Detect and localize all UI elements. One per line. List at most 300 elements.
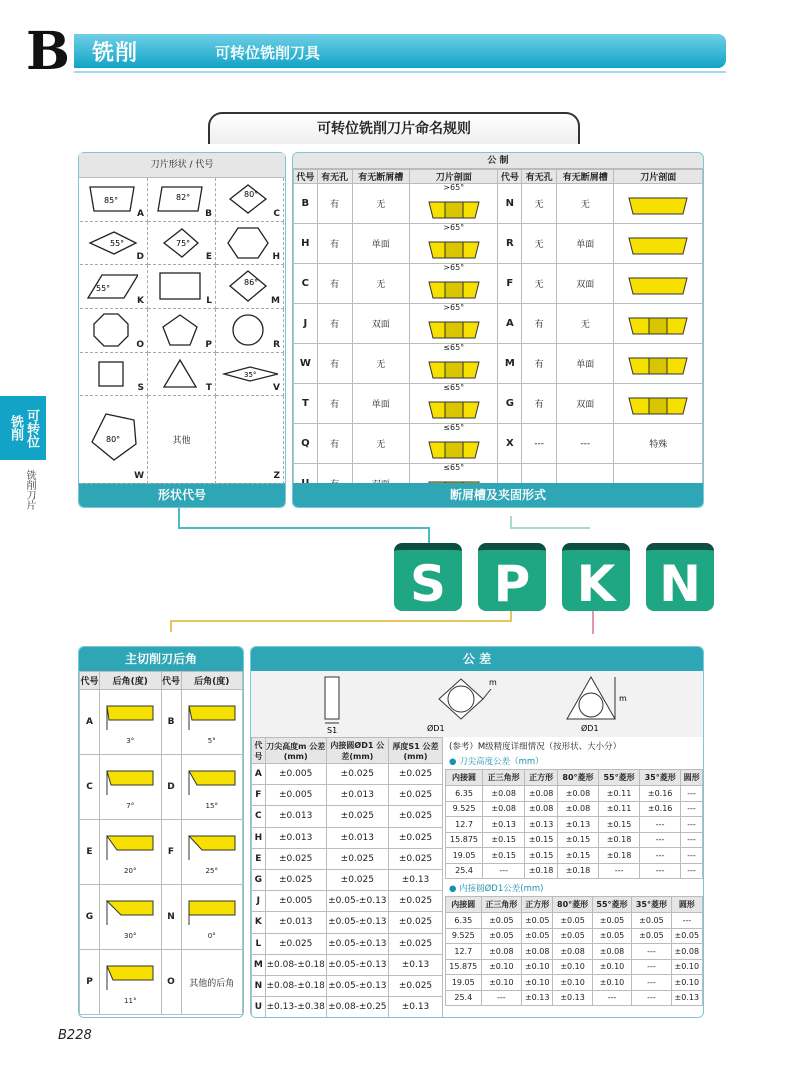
ref-m-table — [445, 769, 703, 879]
ref-value: ±0.10 — [522, 975, 553, 991]
chipbreaker-header: 公 制 — [293, 153, 703, 169]
chip-hole-2: 有 — [522, 384, 557, 424]
chip-profile — [409, 384, 498, 424]
shape-cell-h — [216, 222, 284, 266]
ref-value: --- — [681, 786, 703, 802]
ref-value: ±0.15 — [483, 832, 525, 848]
chip-profile-2 — [614, 184, 703, 224]
chip-hole: 有 — [317, 264, 352, 304]
chip-row — [294, 384, 703, 424]
clearance-profile — [105, 960, 155, 994]
tolerance-code: F — [252, 785, 266, 806]
clearance-code-2: B — [161, 690, 181, 755]
ref-value: --- — [681, 848, 703, 864]
ref-row — [446, 863, 703, 879]
tolerance-value: ±0.025 — [389, 933, 443, 954]
tolerance-row — [252, 997, 443, 1018]
shape-panel-header: 刀片形状 / 代号 — [79, 153, 285, 178]
clearance-title: 主切削刃后角 — [79, 647, 243, 671]
ref-size: 9.525 — [446, 928, 482, 944]
tolerance-value: ±0.013 — [265, 806, 326, 827]
tolerance-value: ±0.025 — [326, 806, 388, 827]
chip-groove-2: 无 — [557, 184, 614, 224]
chip-groove-2: 双面 — [557, 384, 614, 424]
ref-value: --- — [681, 863, 703, 879]
chip-row — [294, 344, 703, 384]
clearance-angle — [100, 820, 162, 885]
tolerance-value: ±0.13 — [389, 997, 443, 1018]
shape-angle-a: 85° — [104, 196, 119, 205]
chip-groove: 无 — [352, 184, 409, 224]
ref-value: ±0.10 — [553, 975, 592, 991]
tolerance-code: U — [252, 997, 266, 1018]
chip-col-header: 有无断屑槽 — [557, 170, 614, 184]
shape-code-l: L — [206, 296, 212, 307]
chip-groove-2: --- — [557, 424, 614, 464]
chipbreaker-footer: 断屑槽及夹固形式 — [293, 483, 703, 507]
ref-value: --- — [483, 863, 525, 879]
shape-cell-a — [80, 178, 148, 222]
clearance-row — [80, 755, 243, 820]
ref-value: --- — [632, 990, 671, 1006]
ref-col-header: 35°菱形 — [640, 770, 681, 786]
shape-panel-footer: 形状代号 — [79, 483, 285, 507]
chip-groove: 单面 — [352, 384, 409, 424]
chip-row — [294, 264, 703, 304]
shape-code-b: B — [205, 208, 212, 219]
insert-profile-plain — [623, 228, 693, 256]
ref-value: ±0.08 — [483, 786, 525, 802]
ref-row — [446, 944, 703, 960]
tolerance-value: ±0.013 — [326, 827, 388, 848]
tolerance-value: ±0.08-±0.25 — [326, 997, 388, 1018]
side-tab-sub: 铣削刀片 — [24, 470, 35, 510]
chip-groove: 单面 — [352, 224, 409, 264]
shape-code-c: C — [273, 208, 280, 219]
chip-profile — [409, 224, 498, 264]
shape-angle-k: 55° — [96, 284, 111, 294]
ref-value: ±0.11 — [599, 786, 640, 802]
ref-col-header: 55°菱形 — [592, 897, 631, 913]
ref-col-header: 内接圆 — [446, 897, 482, 913]
clearance-col-header: 后角(度) — [181, 672, 243, 690]
chip-col-header: 刀片剖面 — [409, 170, 498, 184]
ref-size: 9.525 — [446, 801, 483, 817]
chip-groove: 无 — [352, 424, 409, 464]
chip-angle: >65° — [443, 183, 465, 192]
insert-profile-hole — [419, 272, 489, 300]
clearance-angle-value: 0° — [207, 931, 216, 940]
shape-code-s: S — [137, 383, 144, 394]
tolerance-value: ±0.08-±0.18 — [265, 954, 326, 975]
chip-code: H — [294, 224, 318, 264]
tolerance-row — [252, 954, 443, 975]
ref-size: 25.4 — [446, 990, 482, 1006]
ref-value: ±0.13 — [557, 817, 598, 833]
clearance-panel — [78, 646, 244, 1018]
chip-profile-2 — [614, 344, 703, 384]
diag-s1: S1 — [327, 726, 338, 735]
tolerance-code: C — [252, 806, 266, 827]
clearance-profile — [187, 765, 237, 799]
clearance-angle-value: 11° — [124, 996, 137, 1005]
ref-value: ±0.13 — [483, 817, 525, 833]
chip-groove-2: 单面 — [557, 224, 614, 264]
ref-col-header: 80°菱形 — [553, 897, 592, 913]
chip-groove-2: 无 — [557, 304, 614, 344]
clearance-profile — [105, 765, 155, 799]
tolerance-value: ±0.025 — [389, 891, 443, 912]
ref-row — [446, 848, 703, 864]
ref-value: ±0.10 — [522, 959, 553, 975]
tolerance-row — [252, 848, 443, 869]
chip-hole: 有 — [317, 224, 352, 264]
clearance-angle-value: 3° — [126, 736, 135, 745]
ref-size: 15.875 — [446, 959, 482, 975]
clearance-code: C — [80, 755, 100, 820]
chip-code-2: M — [498, 344, 522, 384]
ref-value: ±0.05 — [522, 913, 553, 929]
ref-value: --- — [481, 990, 521, 1006]
tolerance-diagrams — [251, 671, 703, 737]
shape-angle-w: 80° — [106, 435, 121, 445]
clearance-angle-value: 7° — [126, 801, 135, 810]
insert-profile-plain — [623, 188, 693, 216]
chip-hole-2: 无 — [522, 224, 557, 264]
ref-value: ±0.15 — [557, 832, 598, 848]
ref-size: 15.875 — [446, 832, 483, 848]
chip-col-header: 有无孔 — [317, 170, 352, 184]
chip-row — [294, 424, 703, 464]
shape-cell-b — [148, 178, 216, 222]
chip-col-header: 有无孔 — [522, 170, 557, 184]
ref-value: --- — [599, 863, 640, 879]
chip-profile-2 — [614, 264, 703, 304]
ref-row — [446, 817, 703, 833]
chip-code-2: R — [498, 224, 522, 264]
tolerance-value: ±0.025 — [389, 975, 443, 996]
ref-value: --- — [681, 832, 703, 848]
ref-value: ±0.13 — [671, 990, 702, 1006]
tolerance-code: K — [252, 912, 266, 933]
ref-col-header: 内接圆 — [446, 770, 483, 786]
ref-row — [446, 913, 703, 929]
ref-value: ±0.13 — [522, 990, 553, 1006]
clearance-code: A — [80, 690, 100, 755]
shape-cell-k — [80, 265, 148, 309]
diag-m1: m — [489, 678, 497, 687]
ref-value: ±0.10 — [553, 959, 592, 975]
shape-cell-p — [148, 309, 216, 353]
chip-hole: 有 — [317, 424, 352, 464]
tolerance-value: ±0.025 — [265, 848, 326, 869]
tolerance-code: J — [252, 891, 266, 912]
ref-value: --- — [640, 848, 681, 864]
chip-angle: ≤65° — [443, 463, 465, 472]
shape-code-p: P — [205, 339, 212, 350]
ref-value: ±0.05 — [481, 913, 521, 929]
tolerance-row — [252, 806, 443, 827]
ref-value: ±0.10 — [481, 975, 521, 991]
chip-code: W — [294, 344, 318, 384]
shape-code-o: O — [136, 339, 144, 350]
clearance-angle-value: 30° — [124, 931, 137, 940]
clearance-row — [80, 885, 243, 950]
ref-value: ±0.05 — [553, 928, 592, 944]
ref-row — [446, 832, 703, 848]
clearance-code: G — [80, 885, 100, 950]
ref-value: ±0.18 — [525, 863, 558, 879]
chip-code: Q — [294, 424, 318, 464]
insert-profile-hole — [419, 352, 489, 380]
shape-grid — [80, 178, 284, 484]
shape-angle-c: 80° — [244, 190, 259, 199]
side-tab[interactable] — [0, 396, 46, 460]
ref-col-header: 正方形 — [525, 770, 558, 786]
chip-angle: >65° — [443, 263, 465, 272]
tolerance-value: ±0.025 — [265, 869, 326, 890]
tolerance-row — [252, 975, 443, 996]
ref-row — [446, 801, 703, 817]
shape-code-m: M — [271, 296, 280, 307]
clearance-code-2: D — [161, 755, 181, 820]
chip-profile-2 — [614, 224, 703, 264]
tolerance-code: G — [252, 869, 266, 890]
shape-code-k: K — [137, 296, 144, 307]
ref-value: --- — [632, 959, 671, 975]
clearance-angle — [100, 885, 162, 950]
code-letter-shape: S — [394, 543, 462, 611]
clearance-angle-2 — [181, 820, 243, 885]
chip-col-header: 有无断屑槽 — [352, 170, 409, 184]
shape-angle-v: 35° — [244, 370, 257, 379]
ref-value: --- — [640, 863, 681, 879]
clearance-table — [79, 671, 243, 1015]
chip-code-2: F — [498, 264, 522, 304]
chipbreaker-panel — [292, 152, 704, 508]
chip-col-header: 刀片剖面 — [614, 170, 703, 184]
ref-d-table — [445, 896, 703, 1006]
chapter-category: 铣削 — [92, 41, 139, 66]
shape-code-w: W — [134, 470, 144, 481]
tolerance-row — [252, 891, 443, 912]
tolerance-value: ±0.05-±0.13 — [326, 891, 388, 912]
ref-col-header: 正三角形 — [481, 897, 521, 913]
chip-groove: 无 — [352, 264, 409, 304]
header-rule — [74, 71, 726, 73]
tolerance-code: A — [252, 764, 266, 785]
tolerance-value: ±0.013 — [265, 912, 326, 933]
tolerance-code: H — [252, 827, 266, 848]
ref-col-header: 圆形 — [681, 770, 703, 786]
ref-value: ±0.18 — [599, 832, 640, 848]
chip-col-header: 代号 — [294, 170, 318, 184]
ref-value: ±0.08 — [522, 944, 553, 960]
chip-groove: 双面 — [352, 304, 409, 344]
ref-value: --- — [640, 832, 681, 848]
shape-code-e: E — [205, 252, 212, 263]
ref-col-header: 80°菱形 — [557, 770, 598, 786]
ref-value: ±0.08 — [553, 944, 592, 960]
insert-profile-hole — [419, 312, 489, 340]
side-tab-line1: 铣削 — [8, 415, 23, 441]
ref-value: ±0.11 — [599, 801, 640, 817]
ref-value: ±0.05 — [592, 913, 631, 929]
ref-value: ±0.05 — [671, 928, 702, 944]
clearance-col-header: 代号 — [161, 672, 181, 690]
ref-value: ±0.15 — [557, 848, 598, 864]
ref-value: ±0.08 — [592, 944, 631, 960]
clearance-code-2: F — [161, 820, 181, 885]
tolerance-value: ±0.025 — [389, 827, 443, 848]
clearance-code: P — [80, 950, 100, 1015]
ref-value: ±0.18 — [599, 848, 640, 864]
clearance-row — [80, 690, 243, 755]
chip-profile — [409, 184, 498, 224]
shape-code-v: V — [273, 383, 280, 394]
chip-hole: 有 — [317, 344, 352, 384]
ref-row — [446, 928, 703, 944]
shape-cell-e — [148, 222, 216, 266]
ref-value: --- — [681, 817, 703, 833]
clearance-profile — [187, 895, 237, 929]
chip-profile — [409, 264, 498, 304]
tolerance-col-header: 厚度S1 公差(mm) — [389, 738, 443, 764]
tolerance-row — [252, 933, 443, 954]
shape-cell-z — [216, 396, 284, 483]
connector-chip — [510, 516, 512, 527]
side-tab-line2: 可转位 — [24, 408, 39, 448]
ref-size: 6.35 — [446, 786, 483, 802]
tolerance-value: ±0.025 — [389, 785, 443, 806]
diag-d1: ØD1 — [427, 724, 445, 733]
shape-code-r: R — [273, 339, 280, 350]
tolerance-code: L — [252, 933, 266, 954]
chip-col-header: 代号 — [498, 170, 522, 184]
shape-code-z: Z — [273, 470, 280, 481]
ref-value: ±0.15 — [599, 817, 640, 833]
header-band — [74, 34, 726, 68]
tolerance-value: ±0.05-±0.13 — [326, 954, 388, 975]
tolerance-value: ±0.025 — [326, 764, 388, 785]
code-letters — [394, 543, 714, 611]
ref-col-header: 35°菱形 — [632, 897, 671, 913]
shape-cell-w — [80, 396, 148, 483]
chip-hole-2: 有 — [522, 304, 557, 344]
clearance-profile — [105, 700, 155, 734]
clearance-row — [80, 820, 243, 885]
chip-code: T — [294, 384, 318, 424]
tolerance-panel — [250, 646, 704, 1018]
ref-title: (参考）M级精度详细情况（按形状、大小分） — [449, 742, 622, 752]
clearance-angle — [100, 755, 162, 820]
chapter-letter: B — [26, 21, 70, 82]
ref-value: ±0.08 — [557, 801, 598, 817]
shape-other-label: 其他 — [172, 436, 191, 447]
chip-profile — [409, 344, 498, 384]
shape-cell-t — [148, 353, 216, 397]
diag-d2: ØD1 — [581, 724, 599, 733]
chip-groove-2: 单面 — [557, 344, 614, 384]
ref-value: ±0.13 — [553, 990, 592, 1006]
shape-angle-b: 82° — [176, 193, 191, 202]
ref-value: ±0.15 — [483, 848, 525, 864]
tolerance-value: ±0.005 — [265, 764, 326, 785]
insert-profile-hole — [419, 392, 489, 420]
tolerance-col-header: 内接圆ØD1 公差(mm) — [326, 738, 388, 764]
ref-value: ±0.08 — [557, 786, 598, 802]
ref-row — [446, 786, 703, 802]
clearance-angle-2: 其他的后角 — [181, 950, 243, 1015]
chip-groove-2: 双面 — [557, 264, 614, 304]
ref-size: 6.35 — [446, 913, 482, 929]
chip-code-2: G — [498, 384, 522, 424]
clearance-angle-2 — [181, 690, 243, 755]
clearance-code-2: O — [161, 950, 181, 1015]
ref-value: ±0.16 — [640, 786, 681, 802]
ref-value: ±0.10 — [592, 959, 631, 975]
chip-hole-2: 无 — [522, 264, 557, 304]
chip-angle: ≤65° — [443, 383, 465, 392]
ref-value: ±0.13 — [525, 817, 558, 833]
tolerance-value: ±0.025 — [326, 869, 388, 890]
shape-cell-m — [216, 265, 284, 309]
connector-shape-v — [428, 527, 430, 543]
shape-cell-o — [80, 309, 148, 353]
clearance-angle-value: 20° — [124, 866, 137, 875]
clearance-angle-value: 5° — [207, 736, 216, 745]
ref-value: ±0.08 — [481, 944, 521, 960]
ref-value: --- — [592, 990, 631, 1006]
naming-rule-title: 可转位铣削刀片命名规则 — [208, 112, 580, 144]
ref-value: ±0.05 — [522, 928, 553, 944]
ref-row — [446, 959, 703, 975]
tolerance-row — [252, 764, 443, 785]
ref-size: 12.7 — [446, 817, 483, 833]
tolerance-code: E — [252, 848, 266, 869]
ref-row — [446, 975, 703, 991]
page-title: 可转位铣削刀具 — [215, 44, 321, 62]
chip-code: C — [294, 264, 318, 304]
chip-profile — [409, 424, 498, 464]
clearance-profile — [187, 830, 237, 864]
clearance-profile — [105, 830, 155, 864]
shape-cell-d — [80, 222, 148, 266]
clearance-angle — [100, 690, 162, 755]
tolerance-row — [252, 785, 443, 806]
shape-cell-s — [80, 353, 148, 397]
chip-code-2: X — [498, 424, 522, 464]
ref-value: ±0.16 — [640, 801, 681, 817]
ref-value: ±0.05 — [592, 928, 631, 944]
clearance-col-header: 后角(度) — [100, 672, 162, 690]
shape-cell-v — [216, 353, 284, 397]
chip-profile-2 — [614, 384, 703, 424]
ref-value: ±0.15 — [525, 848, 558, 864]
tolerance-row — [252, 912, 443, 933]
insert-profile-hole — [419, 232, 489, 260]
tolerance-value: ±0.13-±0.38 — [265, 997, 326, 1018]
tolerance-value: ±0.08-±0.18 — [265, 975, 326, 996]
tolerance-row — [252, 869, 443, 890]
clearance-profile — [187, 700, 237, 734]
ref-size: 25.4 — [446, 863, 483, 879]
tolerance-col-header: 代号 — [252, 738, 266, 764]
ref-row — [446, 990, 703, 1006]
insert-profile-plain — [623, 268, 693, 296]
chip-angle: >65° — [443, 223, 465, 232]
connector-shape — [178, 508, 180, 528]
